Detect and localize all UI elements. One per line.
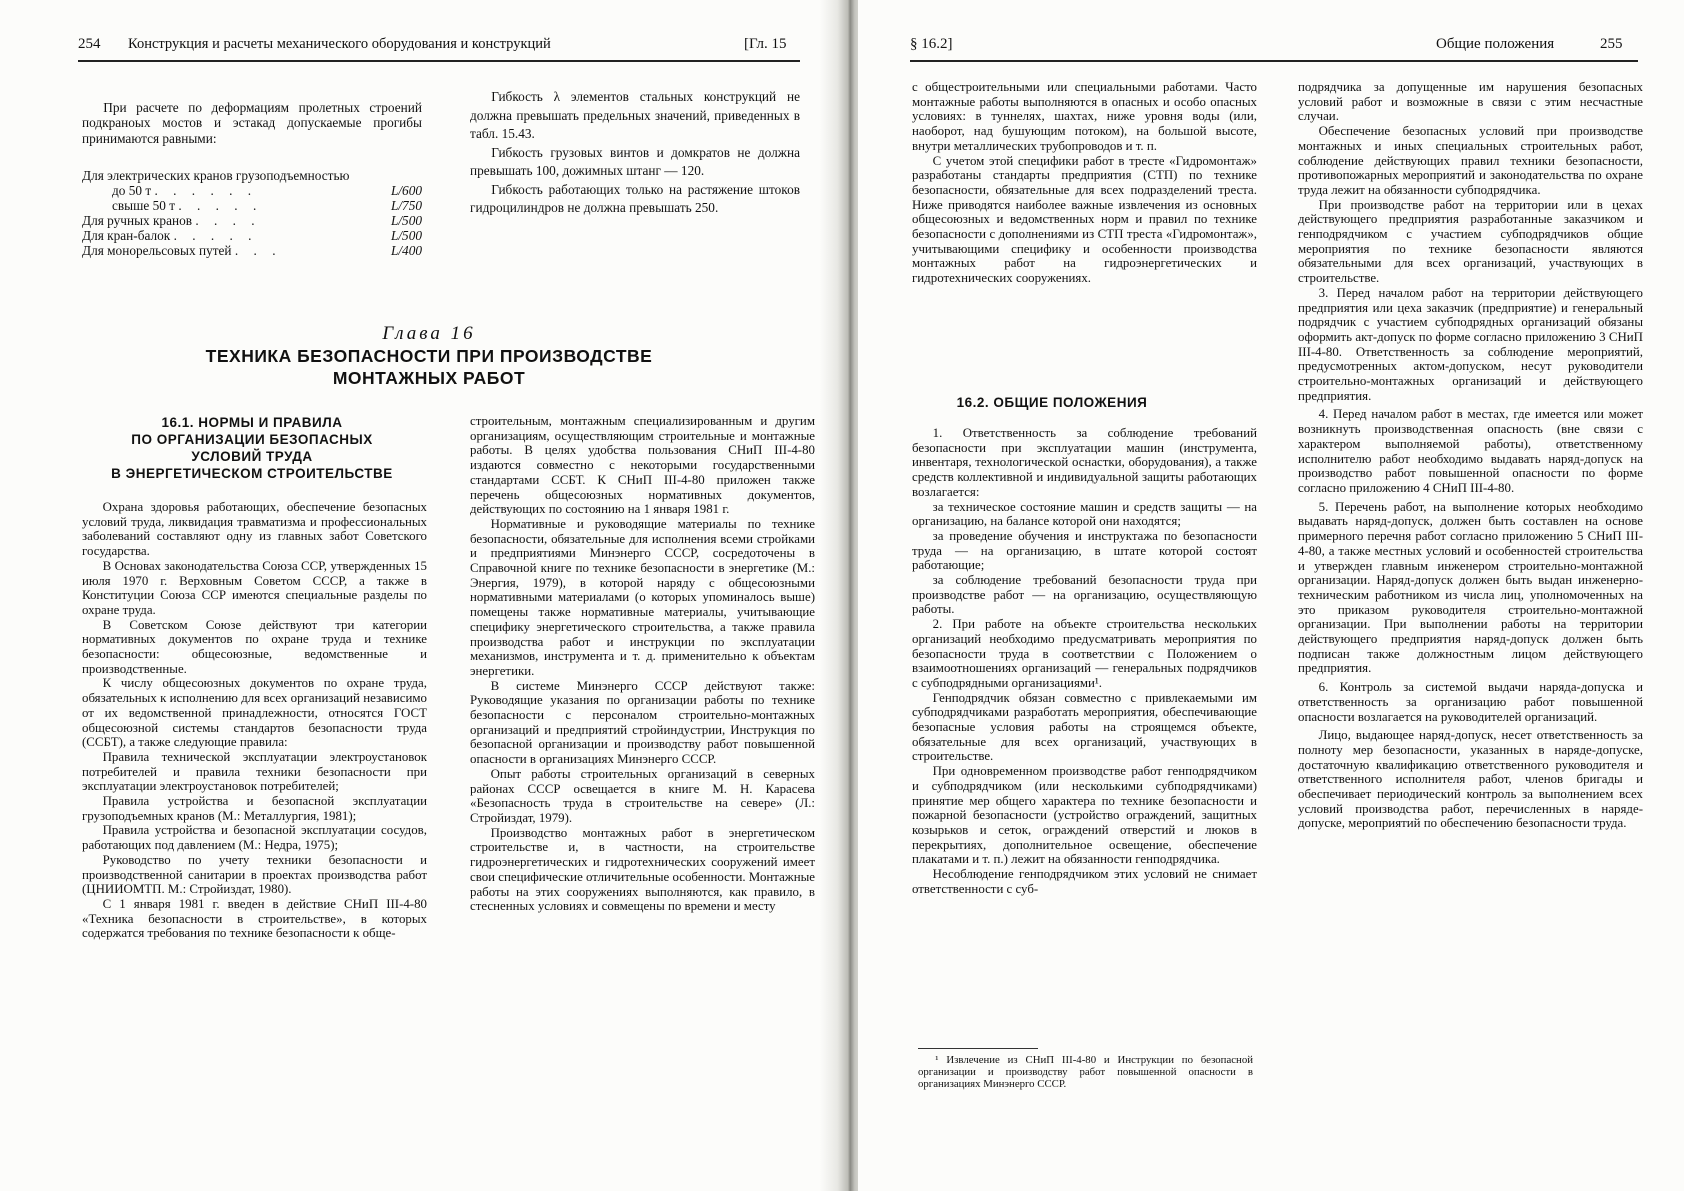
section-title-line: В ЭНЕРГЕТИЧЕСКОМ СТРОИТЕЛЬСТВЕ [111, 466, 393, 481]
paragraph: 3. Перед началом работ на территории действующего предприятия или цеха заказчик (предприятие) и генеральный подрядчик с участием субподрядных организаций обязаны оформить акт-допуск по форме согласно приложению 3 СНиП III-4-80. Ответственность за соблюдение мероприятий, предусмотренных актом-допуском, несут руководители строительно-монтажных организаций и действующего предприятия. [1298, 285, 1643, 403]
paragraph: Лицо, выдающее наряд-допуск, несет ответственность за полноту мер безопасности, указанных в наряде-допуске, достаточную квалификацию ответственного руководителя и ответственного исполнителя работ, членов бригады и обеспечивает периодический контроль за выполнением всех условий производства работ, перечисленных в наряде-допуске, мероприятий по обеспечению безопасности труда. [1298, 728, 1643, 831]
deflection-label: Для электрических кранов грузоподъемностью [82, 168, 350, 183]
deflection-value: L/600 [390, 183, 422, 198]
left-column-1 [82, 500, 427, 941]
deflection-table [82, 168, 422, 258]
chapter-title-line: МОНТАЖНЫХ РАБОТ [332, 368, 526, 388]
deflection-row: Для монорельсовых путей . . . L/400 [82, 243, 422, 258]
paragraph: Несоблюдение генподрядчиком этих условий не снимает ответственности с суб- [912, 867, 1257, 896]
paragraph: 4. Перед началом работ в местах, где имеется или может возникнуть производственная опасность (вне связи с характером выполняемой работы), ответственному исполнителю работ необходимо выдавать наряд-допуск на производство работ повышенной опасности по форме согласно приложению 4 СНиП III-4-80. [1298, 407, 1643, 495]
section-title-line: 16.1. НОРМЫ И ПРАВИЛА [161, 415, 343, 430]
paragraph: Гибкость работающих только на растяжение штоков гидроцилиндров не должна превышать 250. [470, 181, 800, 215]
section-title-16-1 [82, 414, 422, 482]
paragraph: С учетом этой специфики работ в тресте «Гидромонтаж» разработаны стандарты предприятия (СТП) по технике безопасности, обязательные для всех подразделений треста. Ниже приводятся наиболее важные извлечения из основных общесоюзных и ведомственных норм и правил по технике безопасности с дополнениями из СТП треста «Гидромонтаж», учитывающими специфику и особенности производства монтажных работ на гидроэнергетических и гидротехнических сооружениях. [912, 153, 1257, 286]
deflection-row [82, 168, 422, 183]
right-section-ref: § 16.2] [910, 36, 953, 52]
paragraph: Правила устройства и безопасной эксплуатации грузоподъемных кранов (М.: Металлургия, 1981); [82, 794, 427, 823]
deflection-label: Для ручных кранов [82, 213, 193, 228]
section-title-line: ПО ОРГАНИЗАЦИИ БЕЗОПАСНЫХ [131, 432, 373, 447]
flexibility-text [470, 88, 800, 218]
paragraph: строительным, монтажным специализированным и другим организациям, осуществляющим строительные и монтажные работы. В целях удобства пользования СНиП III-4-80 издаются совместно с некоторыми государственными стандартами ССБТ. К СНиП III-4-80 приложен также перечень общесоюзных нормативных документов, действующих по состоянию на 1 января 1981 г. [470, 414, 815, 517]
right-column-1-top [912, 80, 1257, 286]
deflection-label: до 50 т [112, 183, 152, 198]
paragraph: В системе Минэнерго СССР действуют также: Руководящие указания по организации работы по технике безопасности с персоналом строительно-монтажных организаций и предприятий стройиндустрии, Инструкция по безопасной организации и производству работ повышенной опасности в организациях Минэнерго СССР. [470, 678, 815, 767]
paragraph: Обеспечение безопасных условий при производстве монтажных и иных специальных строительных работ, соблюдение действующих правил техники безопасности, противопожарных мероприятий и законодательства по охране труда лежит на обязанности субподрядчика. [1298, 124, 1643, 197]
paragraph: 2. При работе на объекте строительства нескольких организаций необходимо предусматривать мероприятия по безопасности труда в соответствии с Положением о взаимоотношениях организаций — генеральных подрядчиков с субподрядными организациями¹. [912, 617, 1257, 690]
left-page-number: 254 [78, 36, 101, 52]
right-column-2 [1298, 80, 1643, 831]
paragraph: Правила устройства и безопасной эксплуатации сосудов, работающих под давлением (М.: Недра, 1975); [82, 823, 427, 853]
section-title-16-2: 16.2. ОБЩИЕ ПОЛОЖЕНИЯ [956, 395, 1148, 410]
right-column-1 [912, 426, 1257, 897]
paragraph: В Советском Союзе действуют три категории нормативных документов по охране труда и технике безопасности: общесоюзные, ведомственные и производственные. [82, 617, 427, 676]
paragraph: за техническое состояние машин и средств защиты — на организацию, на балансе которой они находятся; [912, 499, 1257, 529]
right-running-title: Общие положения [1436, 36, 1555, 52]
deflection-label: свыше 50 т [112, 198, 176, 213]
deflection-value: L/500 [390, 213, 422, 228]
deflection-label: Для кран-балок [82, 228, 171, 243]
paragraph: за соблюдение требований безопасности труда при производстве работ — на организацию, осуществляющую работы. [912, 573, 1257, 617]
paragraph: Гибкость грузовых винтов и домкратов не должна превышать 100, дожимных штанг — 120. [470, 144, 800, 178]
paragraph: При производстве работ на территории или в цехах действующего предприятия разработанные заказчиком и генподрядчиком с участием субподрядчиков общие мероприятия по технике безопасности являются обязательными для всех организаций, участвующих в строительстве. [1298, 197, 1643, 286]
paragraph: Руководство по учету техники безопасности и производственной санитарии в проектах производства работ (ЦНИИОМТП. М.: Стройиздат, 1980). [82, 852, 427, 897]
chapter-title-line: ТЕХНИКА БЕЗОПАСНОСТИ ПРИ ПРОИЗВОДСТВЕ [205, 346, 653, 366]
section-title-line: УСЛОВИЙ ТРУДА [191, 449, 313, 464]
paragraph: С 1 января 1981 г. введен в действие СНиП III-4-80 «Техника безопасности в строительстве», в которых содержатся требования по технике безопасности к обще- [82, 896, 427, 941]
paragraph: 6. Контроль за системой выдачи наряда-допуска и ответственность за организацию работ повышенной опасности возлагается на руководителей организаций. [1298, 680, 1643, 724]
left-column-2 [470, 414, 815, 914]
chapter-number: Глава 16 [382, 323, 476, 344]
footnote [918, 1054, 1253, 1090]
paragraph: Охрана здоровья работающих, обеспечение безопасных условий труда, ликвидация травматизма и профессиональных заболеваний составляют одну из главных забот Советского государства. [82, 500, 427, 559]
paragraph: Производство монтажных работ в энергетическом строительстве и, в частности, на строительстве гидроэнергетических и гидротехнических сооружений имеет свои специфические отличительные особенности. Монтажные работы на этих сооружениях выполняются, как правило, в стесненных условиях и совмещены по времени и месту [470, 825, 815, 914]
deflection-intro [82, 100, 422, 146]
left-chapter-ref: [Гл. 15 [744, 36, 787, 52]
paragraph: Правила технической эксплуатации электроустановок потребителей и правила техники безопасности при эксплуатации электроустановок потребителей; [82, 749, 427, 794]
paragraph: При одновременном производстве работ генподрядчиком и субподрядчиком (или несколькими субподрядчиками) принятие мер общего характера по технике безопасности и пожарной безопасности (устройство ограждений, защитных козырьков и сеток, ограждений отверстий и люков в перекрытиях, дополнительное освещение, обеспечение плакатами и т. п.) лежит на обязанности генподрядчика. [912, 764, 1257, 867]
deflection-row: свыше 50 т . . . . . L/750 [112, 198, 422, 213]
right-page [858, 0, 1684, 1191]
footnote-text: ¹ Извлечение из СНиП III-4-80 и Инструкции по безопасной организации и производству работ повышенной опасности в организациях Минэнерго СССР. [918, 1054, 1253, 1090]
deflection-row: до 50 т . . . . . . L/600 [112, 183, 422, 198]
paragraph: подрядчика за допущенные им нарушения безопасных условий работ и возможные в связи с этим несчастные случаи. [1298, 80, 1643, 124]
footnote-rule [918, 1048, 1038, 1049]
right-page-number: 255 [1600, 36, 1623, 52]
paragraph: с общестроительными или специальными работами. Часто монтажные работы выполняются в опасных и особо опасных условиях: в туннелях, шахтах, ниже уровня воды (или, наоборот, над бушующим потоком), на большой высоте, внутри металлических трубопроводов и т. п. [912, 80, 1257, 153]
deflection-value: L/750 [390, 198, 422, 213]
paragraph: Нормативные и руководящие материалы по технике безопасности, обязательные для исполнения всеми стройками и предприятиями Минэнерго СССР, сосредоточены в Справочной книге по технике безопасности в энергетике (М.: Энергия, 1979), в которой наряду с общесоюзными нормативными материалами (о которых упоминалось выше) помещены также нормативные материалы, учитывающие специфику энергетического строительства, а также правила производства работ и инструкции по эксплуатации механизмов, инструмента и т. д. применительно к объектам энергетики. [470, 516, 815, 678]
left-header-rule [78, 60, 800, 62]
deflection-value: L/500 [390, 228, 422, 243]
left-running-title: Конструкция и расчеты механического оборудования и конструкций [128, 36, 551, 52]
right-header-rule [910, 60, 1638, 62]
deflection-intro-text: При расчете по деформациям пролетных строений подкраноых мостов и эстакад допускаемые прогибы принимаются равными: [82, 100, 422, 146]
deflection-label: Для монорельсовых путей [82, 243, 232, 258]
deflection-row: Для ручных кранов . . . . L/500 [82, 213, 422, 228]
paragraph: 1. Ответственность за соблюдение требований безопасности при эксплуатации машин (инструмента, инвентаря, технологической оснастки, оборудования), а также средств коллективной и индивидуальной защиты работающих возлагается: [912, 426, 1257, 499]
paragraph: К числу общесоюзных документов по охране труда, обязательных к исполнению для всех организаций независимо от их ведомственной принадлежности, относятся ГОСТ общесоюзной системы стандартов безопасности труда (ССБТ), а также следующие правила: [82, 676, 427, 750]
chapter-title [0, 345, 858, 389]
paragraph: Опыт работы строительных организаций в северных районах СССР освещается в книге М. Н. Карасева «Безопасность труда в строительстве на севере» (Л.: Стройиздат, 1979). [470, 766, 815, 825]
paragraph: Генподрядчик обязан совместно с привлекаемыми им субподрядчиками разработать мероприятия, обеспечивающие безопасные условия работы на строящемся объекте, обязательные для всех организаций, участвующих в строительстве. [912, 690, 1257, 764]
paragraph: 5. Перечень работ, на выполнение которых необходимо выдавать наряд-допуск, должен быть составлен на основе примерного перечня работ согласно приложению 5 СНиП III-4-80, а также местных условий и особенностей строительства и утвержден главным инженером строительно-монтажной организации. Наряд-допуск должен быть выдан инженерно-техническим работником из числа лиц, уполномоченных на это приказом руководителя строительно-монтажной организации. При выполнении работы на территории действующего предприятия наряд-допуск должен быть подписан также должностным лицом действующего предприятия. [1298, 499, 1643, 676]
paragraph: В Основах законодательства Союза ССР, утвержденных 15 июля 1970 г. Верховным Советом СССР, а также в Конституции Союза ССР имеются специальные разделы по охране труда. [82, 558, 427, 617]
deflection-row: Для кран-балок . . . . . L/500 [82, 228, 422, 243]
deflection-value: L/400 [390, 243, 422, 258]
paragraph: Гибкость λ элементов стальных конструкций не должна превышать предельных значений, приведенных в табл. 15.43. [470, 89, 800, 141]
paragraph: за проведение обучения и инструктажа по безопасности труда — на организацию, в штате которой состоят работающие; [912, 528, 1257, 573]
